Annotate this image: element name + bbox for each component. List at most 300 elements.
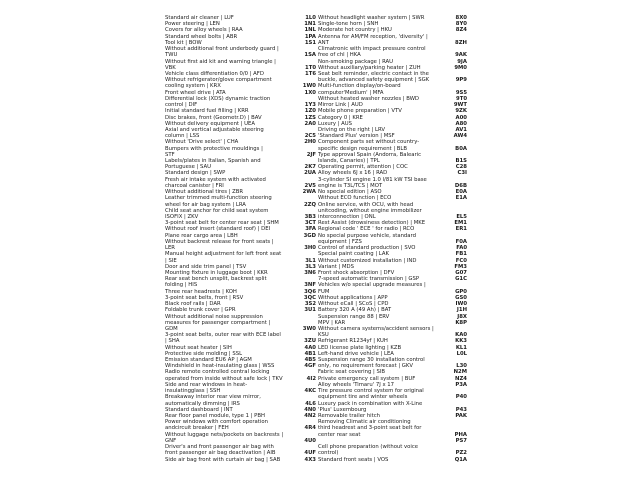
option-code: 1Y3 (304, 102, 316, 109)
option-description (165, 457, 296, 463)
option-description-line: Moderate hot country | HKU (318, 27, 392, 34)
option-row (165, 96, 316, 108)
option-description-line: Component parts set without country- (318, 139, 420, 146)
option-row (318, 152, 467, 164)
option-row (165, 382, 316, 394)
option-code: 9T0 (456, 95, 467, 102)
option-description-line: Suspension range 88 | ERV (318, 313, 390, 320)
option-description-line: Removing Climatic air conditioning (318, 419, 411, 426)
option-description-line: Multi-function display/on-board (318, 83, 401, 90)
option-description-line: Rear seat bench unsplit, backrest split (165, 276, 267, 283)
option-description-line: Regional code ' ECE ' for radio | RCO (318, 226, 415, 233)
option-description (165, 382, 296, 394)
option-code: 4GF (304, 363, 316, 370)
option-code: 3Q6 (304, 288, 316, 295)
option-row (165, 394, 316, 406)
option-code: 3L3 (305, 263, 316, 270)
option-description-line: Vehicle class differentiation 0/0 | AFD (165, 70, 264, 77)
option-code: L30 (456, 363, 467, 370)
option-description-line: 7-speed automatic transmission | GSP (318, 276, 420, 283)
option-code: 9ZK (455, 108, 467, 115)
option-code: G07 (455, 269, 467, 276)
option-description (318, 419, 447, 438)
option-description-line: Disc brakes, front (Geometr.D) | BAV (165, 114, 262, 121)
option-description (318, 46, 447, 58)
option-description (318, 388, 447, 400)
option-description-line: cooling system | KRX (165, 83, 221, 90)
option-code: 4B1 (304, 350, 316, 357)
option-description-line: 3-point seat belts, front | RSV (165, 294, 244, 301)
option-description-line: Covers for alloy wheels | RAA (165, 27, 243, 34)
option-description (318, 444, 447, 456)
option-description-line: operated from inside without safe lock | TKV (165, 375, 283, 382)
options-column-right (318, 15, 467, 463)
option-row (165, 314, 316, 333)
option-row (318, 457, 467, 463)
option-code: AV1 (455, 126, 467, 133)
option-code: FB1 (455, 251, 467, 258)
option-code: A80 (455, 120, 467, 127)
option-description-line: Mirror Link | AUD (318, 102, 363, 109)
option-description-line: VBK (165, 64, 176, 71)
option-code: 9P9 (455, 77, 467, 84)
option-code: 3GD (303, 232, 316, 239)
option-code: 2V5 (304, 182, 316, 189)
option-row (165, 158, 316, 170)
option-row (165, 369, 316, 381)
option-description (318, 139, 447, 151)
option-description-line: Windshield in heat-insulating glass | WSS (165, 363, 275, 370)
option-description-line: Driver's and front passenger air bag with (165, 444, 274, 451)
option-description-line: Without additional front underbody guard | (165, 46, 279, 53)
option-code: 4R4 (304, 425, 316, 432)
option-description (165, 158, 296, 170)
option-description-line: GNF (165, 437, 177, 444)
option-description (165, 195, 296, 207)
option-description-line: Tire pressure control system for original (318, 388, 424, 395)
option-description (165, 332, 296, 344)
option-code: EM1 (454, 220, 467, 227)
option-description (318, 202, 447, 221)
option-description-line: Operating permit, attention | COC (318, 164, 408, 171)
option-description-line: Without refrigerator/glove compartment (165, 77, 272, 84)
option-description (318, 83, 447, 95)
option-description (165, 127, 296, 139)
option-code: 1L0 (305, 15, 316, 21)
option-description-line: Variant | MDS (318, 263, 354, 270)
option-description-line: Climatronic with impact pressure control (318, 46, 426, 53)
option-description-line: 3-point seat belt for center rear seat | SHM (165, 220, 279, 227)
option-description-line: MPV | KAR (318, 319, 346, 326)
option-code: 9WT (453, 102, 467, 109)
option-description-line: Standard wheel bolts | ABR (165, 33, 238, 40)
option-description-line: Without eCall | SCoS | CPD (318, 301, 389, 308)
option-description-line: Battery 320 A (49 Ah) | BAT (318, 307, 392, 314)
option-code: 1T6 (305, 70, 316, 77)
option-description-line: charcoal canister | FRI (165, 182, 224, 189)
option-code: GP0 (455, 288, 467, 295)
option-code: FM3 (454, 263, 467, 270)
option-description-line: KSU (318, 332, 329, 339)
option-code: 1ZS (304, 114, 316, 121)
option-description-line: Without auxiliary/parking heater | ZUH (318, 64, 421, 71)
option-description-line: 3-point seat belts, outer rear with ECE label (165, 332, 281, 339)
option-code: N2M (453, 369, 467, 376)
option-code: 3FA (305, 226, 316, 233)
option-description-line: LER (165, 245, 175, 252)
option-description-line: specific design requirement | BLB (318, 145, 408, 152)
option-description (165, 177, 296, 189)
option-description-line: Standard dashboard | INT (165, 406, 233, 413)
option-row (165, 432, 316, 444)
option-code: P43 (455, 406, 467, 413)
option-row (318, 83, 467, 95)
option-description-line: Without customized installation | IND (318, 257, 417, 264)
option-code: G1C (455, 276, 467, 283)
options-column-left (165, 15, 316, 463)
option-code: PZ2 (455, 450, 467, 457)
option-description-line: wheel for air bag system | LRA (165, 201, 246, 208)
option-description-line: Without 'Drive select' | CHA (165, 139, 239, 146)
option-description-line: Without additional tires | ZBR (165, 189, 244, 196)
option-description (165, 369, 296, 381)
option-code: 9M0 (454, 64, 467, 71)
option-description-line: unitcoding, without engine immobilizer (318, 207, 422, 214)
option-description (165, 432, 296, 444)
option-row (318, 282, 467, 294)
option-row (318, 233, 467, 245)
option-code: 1SA (304, 52, 316, 59)
option-description-line: Breakaway interior rear view mirror, (165, 394, 261, 401)
option-code: GS0 (455, 294, 467, 301)
option-code: 3N6 (304, 269, 316, 276)
option-code: P3A (455, 381, 467, 388)
option-description-line: Without seat heater | SIH (165, 344, 232, 351)
option-description-line: Private emergency call system | BUF (318, 375, 416, 382)
option-description-line: Control of standard production | SVO (318, 245, 416, 252)
option-description-line: Without delivery equipment | UEA (165, 120, 256, 127)
option-code: 8Z4 (455, 27, 467, 34)
option-description (318, 34, 447, 46)
option-code: 4N2 (304, 413, 316, 419)
option-description (165, 77, 296, 89)
option-description (165, 251, 296, 263)
option-row (165, 419, 316, 431)
option-description-line: Standard front seats | VOS (318, 456, 389, 463)
option-code: J1H (456, 307, 467, 314)
option-description (318, 233, 447, 245)
option-code: 4I2 (306, 375, 316, 382)
option-description-line: 'Standard Plus' version | MSF (318, 133, 395, 140)
option-description (318, 326, 447, 338)
option-description (318, 177, 447, 189)
option-code: 4N0 (304, 406, 316, 413)
option-description-line: Category 0 | KRE (318, 114, 363, 121)
option-code: 4X3 (304, 456, 316, 463)
option-code: 9AK (455, 52, 467, 59)
option-row (318, 71, 467, 83)
option-code: C28 (455, 164, 467, 171)
option-code: 4B5 (304, 357, 316, 364)
option-code: 2ZQ (303, 201, 316, 208)
option-description-line: Non-smoking package | RAU (318, 58, 394, 65)
option-description (165, 394, 296, 406)
option-description-line: 3-cylinder SI engine 1.0 l/81 kW TSI base (318, 176, 427, 183)
option-description-line: Front wheel drive | ATA (165, 89, 226, 96)
option-description-line: Front shock absorption | DFV (318, 269, 395, 276)
option-row (318, 46, 467, 58)
option-description-line: Without heated washer nozzles | BWD (318, 95, 420, 102)
option-description-line: Seat belt reminder, electric contact in the (318, 70, 429, 77)
option-row (165, 276, 316, 288)
option-code: 4U0 (304, 437, 316, 444)
option-row (165, 239, 316, 251)
option-row (165, 177, 316, 189)
option-description-line: Suspension range 30 installation control (318, 357, 425, 364)
option-description-line: Labels/plates in Italian, Spanish and (165, 158, 261, 165)
option-description-line: Without roof insert (standard roof) | DEI (165, 226, 271, 233)
option-description-line: Axial and vertical adjustable steering (165, 126, 264, 133)
option-description-line: Standard air cleaner | LUF (165, 15, 234, 21)
option-description (165, 314, 296, 333)
option-description-line: Manual height adjustment for left front seat (165, 251, 282, 258)
option-description (165, 59, 296, 71)
option-description (165, 239, 296, 251)
option-description-line: Tool kit | BOW (165, 39, 202, 46)
option-code: KK3 (455, 338, 467, 345)
option-description-line: Fabric seat covering | SIB (318, 369, 386, 376)
option-description-line: Rest Assist (drowsiness detection) | MKE (318, 220, 426, 227)
option-description (165, 419, 296, 431)
option-code: 1S1 (304, 39, 316, 46)
option-description (318, 357, 447, 369)
option-description-line: TWU (165, 52, 178, 59)
option-code: B1S (455, 158, 467, 165)
option-description-line: Bumpers with protective mouldings | (165, 145, 263, 152)
option-row (165, 195, 316, 207)
option-row (318, 202, 467, 221)
option-description-line: Antenna for AM/FM reception, 'diversity' | (318, 33, 428, 40)
option-row (165, 46, 316, 58)
option-code: 3QC (303, 294, 316, 301)
option-code: 1X0 (304, 89, 316, 96)
option-code: F0A (455, 238, 467, 245)
option-row (318, 401, 467, 413)
option-description-line: FUM (318, 288, 330, 295)
option-code: 2K7 (304, 164, 316, 171)
option-description-line: buckle, advanced safety equipment | SGK (318, 77, 430, 84)
option-code: PHA (454, 431, 467, 438)
option-description-line: Protective side molding | SSL (165, 350, 243, 357)
option-description-line: Single-tone horn | SNH (318, 21, 379, 28)
option-code: 4KC (304, 388, 316, 395)
option-description-line: Without ECO function | ECO (318, 195, 392, 202)
option-description-line: free of chl | HKA (318, 52, 361, 59)
option-code: 4A0 (304, 344, 316, 351)
option-code: B0A (455, 145, 467, 152)
option-description-line: Special paint coating | LAK (318, 251, 389, 258)
option-row (165, 251, 316, 263)
option-row (318, 139, 467, 151)
option-code: 1NL (304, 27, 316, 34)
option-row (165, 59, 316, 71)
option-description-line: Portuguese | SAU (165, 164, 211, 171)
option-description-line: computer'Medium' | MFA (318, 89, 384, 96)
option-description-line: Removable trailer hitch (318, 413, 380, 419)
option-description-line: folding | HIS (165, 282, 198, 289)
option-row (318, 326, 467, 338)
option-code: 3S2 (304, 301, 316, 308)
option-row (165, 77, 316, 89)
option-code: 9S5 (455, 89, 467, 96)
option-code: PAK (455, 413, 467, 419)
option-code: J8X (457, 313, 467, 320)
option-code: 3CT (304, 220, 316, 227)
option-code: 4L6 (305, 400, 316, 407)
option-description-line: insulatingglass | SSH (165, 388, 221, 395)
option-row (318, 177, 467, 189)
option-description-line: Without additional noise suppression (165, 313, 263, 320)
option-description-line: Type approval Spain (Andorra, Balearic (318, 151, 422, 158)
option-description (165, 146, 296, 158)
option-description-line: Luxury pack in combination with X-Line (318, 400, 423, 407)
option-description-line: Power windows with comfort operation (165, 419, 268, 426)
option-description-line: Vehicles w/o special upgrade measures | (318, 282, 426, 289)
option-code: KL1 (455, 344, 467, 351)
option-description-line: front passenger air bag deactivation | AIB (165, 450, 276, 457)
option-description-line: Without camera systems/accident sensors | (318, 325, 434, 332)
option-description-line: GDM (165, 325, 178, 332)
option-description-line: center rear seat (318, 431, 361, 438)
option-description-line: Standard design | SWP (165, 170, 226, 177)
option-description-line: Leather trimmed multi-function steering (165, 195, 272, 202)
option-row (165, 457, 316, 463)
option-code: AW4 (453, 133, 467, 140)
option-description-line: Child seat anchor for child seat system (165, 207, 269, 214)
option-description-line: Foldable trunk cover | GPR (165, 307, 236, 314)
option-description-line: Emission standard EU6 AP | AGM (165, 357, 252, 364)
option-description-line: Plane rear cargo area | LBH (165, 232, 238, 239)
option-description (165, 276, 296, 288)
option-description-line: Mounting fixture in luggage boot | KKR (165, 269, 268, 276)
option-description (165, 46, 296, 58)
option-description-line: Alloy wheels 6J x 16 | RAD (318, 170, 388, 177)
option-description-line: Islands, Canaries) | TPL (318, 158, 380, 165)
option-code: P40 (455, 394, 467, 401)
option-description-line: Without headlight washer system | SWR (318, 15, 425, 21)
option-description-line: ISOFIX | ZKV (165, 214, 199, 220)
option-row (318, 34, 467, 46)
option-description-line: Side and rear windows in heat- (165, 381, 248, 388)
option-row (318, 419, 467, 438)
option-row (165, 208, 316, 220)
option-row (165, 127, 316, 139)
option-code: E0A (455, 189, 467, 196)
option-description-line: Three rear headrests | KOH (165, 288, 237, 295)
option-description-line: Cell phone preparation (without voice (318, 444, 419, 451)
option-description-line: Online service, with OCU, with head (318, 201, 414, 208)
option-description-line: No special edition | ASO (318, 189, 382, 196)
option-description-line: 'Plus' Luxembourg (318, 406, 367, 413)
option-code: NZ4 (455, 375, 467, 382)
option-description (318, 401, 447, 413)
option-code: FA0 (456, 245, 467, 252)
option-description-line: Door and side trim panel | TSV (165, 263, 247, 270)
option-description-line: Mobile phone preparation | VTV (318, 108, 402, 115)
option-code: 3ZU (304, 338, 316, 345)
option-code: 9JA (457, 58, 467, 65)
option-code: 1T0 (305, 64, 316, 71)
option-description (318, 152, 447, 164)
option-description-line: equipment tire and winter wheels (318, 394, 408, 401)
option-description-line: Radio remote controlled central locking (165, 369, 270, 376)
option-description-line: Driving on the right | LRV (318, 126, 385, 133)
option-description-line: Initial standard fuel filling | KRR (165, 108, 249, 115)
option-code: D6B (454, 182, 467, 189)
option-description-line: ANT (318, 39, 329, 46)
option-code: 2H0 (304, 139, 316, 146)
option-code: 1Z0 (304, 108, 316, 115)
option-description-line: Alloy wheels 'Timaru' 7J x 17 (318, 381, 395, 388)
option-code: PS7 (455, 437, 467, 444)
option-code: 4UF (304, 450, 316, 457)
option-description-line: control | DIF (165, 102, 198, 109)
option-description-line: automatically dimming | IRS (165, 400, 240, 407)
option-description-line: interconnection | ONL (318, 214, 376, 220)
option-description-line: engine is T3L/TCS | MOT (318, 182, 383, 189)
option-code: L0L (456, 350, 467, 357)
option-code: C3I (457, 170, 467, 177)
option-row (165, 332, 316, 344)
option-description (318, 71, 447, 83)
option-code: Q1A (454, 456, 467, 463)
option-code: 3W0 (302, 325, 316, 332)
option-description-line: Power steering | LEN (165, 21, 220, 28)
option-description-line: Differential lock (XDS) dynamic traction (165, 95, 271, 102)
option-code: 1N1 (304, 21, 316, 28)
option-description-line: Left-hand drive vehicle | LEA (318, 350, 394, 357)
option-description-line: andcircuit breaker | FEH (165, 425, 229, 432)
option-description-line: Fresh air intake system with activated (165, 176, 266, 183)
option-description (165, 96, 296, 108)
option-code: KA0 (455, 332, 467, 339)
option-description-line: Black roof rails | DAR (165, 301, 221, 308)
option-row (165, 444, 316, 456)
option-description-line: Without backrest release for front seats | (165, 238, 274, 245)
option-code: EL5 (456, 214, 467, 220)
option-code: FC0 (455, 257, 467, 264)
option-description (318, 282, 447, 294)
option-description-line: only, no requirement forecast | GKV (318, 363, 413, 370)
option-description-line: Side air bag front with curtain air bag | SAB (165, 456, 281, 463)
option-description-line: Without luggage nets/pockets on backrests | (165, 431, 284, 438)
option-description-line: Luxury | AUS (318, 120, 353, 127)
option-code: 2C5 (304, 133, 316, 140)
option-description (165, 208, 296, 220)
option-code: 1W0 (302, 83, 316, 90)
option-description-line: | SIE (165, 257, 177, 264)
option-code: 3L1 (305, 257, 316, 264)
option-code: 1PA (304, 33, 316, 40)
option-description (165, 444, 296, 456)
option-description-line: Without first aid kit and warning triangle | (165, 58, 276, 65)
option-code: 8X0 (455, 15, 467, 21)
option-description-line: third headrest and 3-point seat belt for (318, 425, 422, 432)
option-code: ER1 (455, 226, 467, 233)
option-description (318, 457, 447, 463)
option-description-line: Rear floor panel module, type 1 | PBH (165, 413, 265, 419)
option-code: 3U1 (304, 307, 316, 314)
